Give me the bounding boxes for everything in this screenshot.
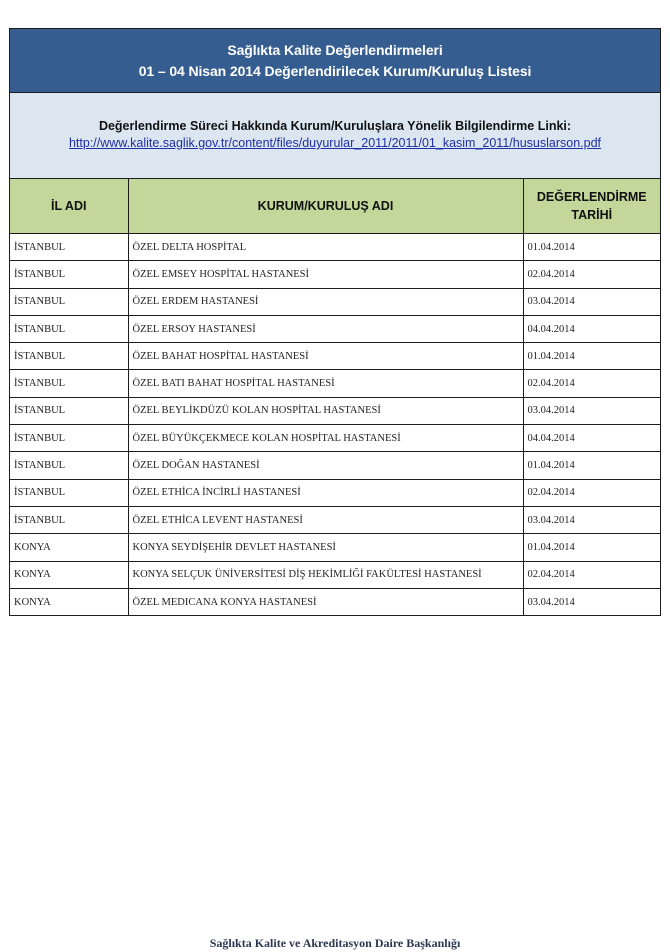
- cell-il: KONYA: [10, 561, 128, 588]
- info-link[interactable]: http://www.kalite.saglik.gov.tr/content/files/duyurular_2011/2011/01_kasim_2011/hususlarson.pdf: [68, 136, 602, 150]
- cell-il: KONYA: [10, 534, 128, 561]
- table-row: [10, 479, 660, 506]
- cell-tarih: 02.04.2014: [523, 561, 660, 588]
- table-header-row: [10, 179, 660, 234]
- cell-il: İSTANBUL: [10, 370, 128, 397]
- cell-tarih: 03.04.2014: [523, 397, 660, 424]
- cell-kurum: ÖZEL ERDEM HASTANESİ: [128, 288, 523, 315]
- cell-il: İSTANBUL: [10, 425, 128, 452]
- cell-tarih: 01.04.2014: [523, 452, 660, 479]
- cell-kurum: ÖZEL DOĞAN HASTANESİ: [128, 452, 523, 479]
- cell-kurum: ÖZEL DELTA HOSPİTAL: [128, 234, 523, 261]
- table-row: [10, 506, 660, 533]
- cell-il: İSTANBUL: [10, 315, 128, 342]
- table-row: [10, 370, 660, 397]
- cell-kurum: KONYA SELÇUK ÜNİVERSİTESİ DİŞ HEKİMLİĞİ FAKÜLTESİ HASTANESİ: [128, 561, 523, 588]
- info-label: Değerlendirme Süreci Hakkında Kurum/Kuruluşlara Yönelik Bilgilendirme Linki:: [98, 119, 572, 133]
- cell-kurum: ÖZEL ETHİCA İNCİRLİ HASTANESİ: [128, 479, 523, 506]
- table-row: [10, 588, 660, 615]
- cell-il: İSTANBUL: [10, 343, 128, 370]
- cell-tarih: 03.04.2014: [527, 596, 575, 608]
- cell-tarih: 02.04.2014: [523, 479, 660, 506]
- cell-kurum: ÖZEL BATI BAHAT HOSPİTAL HASTANESİ: [128, 370, 523, 397]
- column-header-kurum: KURUM/KURULUŞ ADI: [128, 179, 523, 234]
- cell-tarih: 02.04.2014: [523, 370, 660, 397]
- cell-tarih: 03.04.2014: [523, 288, 660, 315]
- table-row: [10, 425, 660, 452]
- cell-tarih: 02.04.2014: [523, 261, 660, 288]
- table-row: [10, 343, 660, 370]
- cell-il: İSTANBUL: [10, 397, 128, 424]
- cell-kurum: ÖZEL ERSOY HASTANESİ: [128, 315, 523, 342]
- institution-table: [10, 179, 660, 615]
- cell-il: İSTANBUL: [10, 506, 128, 533]
- cell-il: KONYA: [10, 588, 128, 615]
- cell-kurum: ÖZEL BÜYÜKÇEKMECE KOLAN HOSPİTAL HASTANESİ: [128, 425, 523, 452]
- cell-tarih: 01.04.2014: [523, 534, 660, 561]
- table-row: [10, 315, 660, 342]
- table-row: [10, 397, 660, 424]
- cell-il: İSTANBUL: [10, 479, 128, 506]
- footer-text: Sağlıkta Kalite ve Akreditasyon Daire Başkanlığı: [209, 936, 461, 950]
- cell-kurum: ÖZEL MEDICANA KONYA HASTANESİ: [128, 588, 523, 615]
- table-row: [10, 234, 660, 261]
- cell-kurum: ÖZEL ETHİCA LEVENT HASTANESİ: [128, 506, 523, 533]
- cell-kurum: ÖZEL BEYLİKDÜZÜ KOLAN HOSPİTAL HASTANESİ: [128, 397, 523, 424]
- page-subtitle: 01 – 04 Nisan 2014 Değerlendirilecek Kurum/Kuruluş Listesi: [138, 63, 532, 79]
- table-row: [10, 452, 660, 479]
- table-row: [10, 261, 660, 288]
- cell-tarih: 01.04.2014: [523, 234, 660, 261]
- cell-il: İSTANBUL: [10, 234, 128, 261]
- column-header-tarih: DEĞERLENDİRME TARİHİ: [523, 179, 660, 234]
- cell-tarih: 04.04.2014: [523, 425, 660, 452]
- page-title: Sağlıkta Kalite Değerlendirmeleri: [227, 42, 443, 58]
- table-row: [10, 534, 660, 561]
- table-row: [10, 288, 660, 315]
- cell-kurum: KONYA SEYDİŞEHİR DEVLET HASTANESİ: [128, 534, 523, 561]
- table-body: [10, 234, 660, 616]
- cell-il: İSTANBUL: [10, 261, 128, 288]
- title-band: [10, 29, 660, 93]
- cell-kurum: ÖZEL BAHAT HOSPİTAL HASTANESİ: [128, 343, 523, 370]
- cell-tarih: 01.04.2014: [523, 343, 660, 370]
- table-row: [10, 561, 660, 588]
- column-header-il: İL ADI: [10, 179, 128, 234]
- cell-il: İSTANBUL: [10, 288, 128, 315]
- cell-tarih: 03.04.2014: [523, 506, 660, 533]
- cell-kurum: ÖZEL EMSEY HOSPİTAL HASTANESİ: [128, 261, 523, 288]
- document-sheet: [9, 28, 661, 616]
- cell-tarih: 04.04.2014: [523, 315, 660, 342]
- cell-il: İSTANBUL: [10, 452, 128, 479]
- info-band: [10, 93, 660, 179]
